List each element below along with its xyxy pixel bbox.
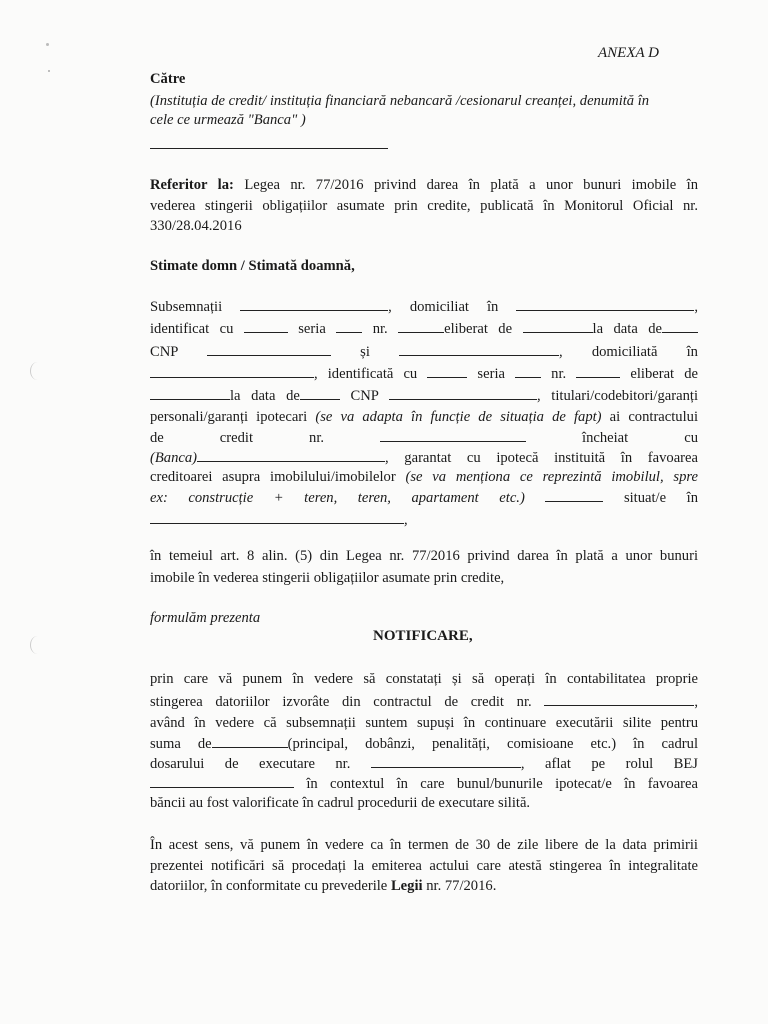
second-issue-date-field[interactable] xyxy=(300,386,340,400)
id-series-field[interactable] xyxy=(336,319,362,333)
recipient-desc-line1: (Instituția de credit/ instituția financiară nebancară /cesionarul creanței, denumită în xyxy=(150,93,650,109)
contract-no-field[interactable] xyxy=(544,692,694,706)
notice-line-3: având în vedere că subsemnații suntem supuși în continuare executării silite pentru xyxy=(150,715,698,731)
closing-line-1: În acest sens, vă punem în vedere ca în termen de 30 de zile libere de la data primirii xyxy=(150,837,698,853)
text: și xyxy=(360,344,370,360)
property-type-field[interactable] xyxy=(545,488,603,502)
notice-line-1: prin care vă punem în vedere să constatați și să operați în contabilitatea proprie xyxy=(150,671,698,687)
body-line-8 xyxy=(150,448,698,467)
text: nr. 77/2016. xyxy=(426,878,497,894)
text: , xyxy=(520,756,525,772)
second-person-field[interactable] xyxy=(399,342,559,356)
id-number-field[interactable] xyxy=(398,319,444,333)
second-cnp-field[interactable] xyxy=(389,386,537,400)
text: , identificată cu xyxy=(314,366,418,382)
text: , garantat cu ipotecă instituită în favoarea xyxy=(385,450,698,466)
body-line-3 xyxy=(150,342,698,361)
text: încheiat xyxy=(582,430,629,446)
body-line-4 xyxy=(150,364,698,383)
scan-speck xyxy=(48,70,50,72)
text: nr. xyxy=(551,366,567,382)
body-line-10 xyxy=(150,488,698,507)
closing-line-2: prezentei notificări să procedați la emiterea actului care atestă stingerea în integralitate xyxy=(150,858,698,874)
cnp-field[interactable] xyxy=(207,342,331,356)
body-line-2 xyxy=(150,319,698,338)
notification-heading: NOTIFICARE, xyxy=(373,628,473,644)
punch-hole-mark xyxy=(30,362,45,380)
text: CNP xyxy=(150,344,178,360)
text: dosarului de executare nr. xyxy=(150,756,351,772)
text: CNP xyxy=(350,388,379,404)
text: situat/e xyxy=(623,490,667,506)
second-issued-by-field[interactable] xyxy=(150,386,230,400)
reference-line-2: vederea stingerii obligațiilor asumate prin credite, publicată în Monitorul Oficial nr. xyxy=(150,198,698,214)
reference-label: Referitor la: xyxy=(150,177,234,193)
text: stingerea datoriilor izvorâte din contractul de credit nr. xyxy=(150,694,532,710)
formulate-text: formulăm prezenta xyxy=(150,610,261,626)
notice-line-2 xyxy=(150,692,698,711)
text: credit xyxy=(219,430,254,446)
address-field[interactable] xyxy=(516,297,694,311)
recipient-desc-line2: cele ce urmează "Banca" ) xyxy=(150,112,306,128)
text: nr. xyxy=(372,321,388,337)
text: , titulari/codebitori/garanți xyxy=(537,388,698,404)
text: eliberat de xyxy=(444,321,513,337)
text: nr. xyxy=(309,430,325,446)
recipient-title: Către xyxy=(150,71,186,87)
text: aflat pe rolul BEJ xyxy=(544,756,698,772)
text: (Banca) xyxy=(150,450,198,466)
reference-line-1 xyxy=(150,176,698,194)
bank-name-field[interactable] xyxy=(197,448,385,462)
text: (se va adapta în funcție de situația de fapt) xyxy=(315,409,602,425)
bej-name-field[interactable] xyxy=(150,774,294,788)
issued-by-field[interactable] xyxy=(523,319,593,333)
text: domiciliată xyxy=(591,344,658,360)
text: de xyxy=(150,430,164,446)
issue-date-field[interactable] xyxy=(662,319,698,333)
recipient-description-2 xyxy=(150,111,698,129)
annex-label: ANEXA D xyxy=(598,45,659,61)
notice-line-5 xyxy=(150,754,698,773)
text: , xyxy=(559,344,563,360)
text: la data de xyxy=(230,388,300,404)
body-line-6 xyxy=(150,408,698,426)
body-line-7 xyxy=(150,428,698,447)
text: , xyxy=(404,512,408,528)
second-id-number-field[interactable] xyxy=(576,364,620,378)
property-location-field[interactable] xyxy=(150,510,404,524)
text: seria xyxy=(298,321,326,337)
text: cu xyxy=(684,430,698,446)
name-field[interactable] xyxy=(240,297,388,311)
reference-line-3: 330/28.04.2016 xyxy=(150,218,242,234)
text: , domiciliat în xyxy=(388,299,499,315)
text: identificat cu xyxy=(150,321,234,337)
text: seria xyxy=(477,366,505,382)
notice-line-4 xyxy=(150,734,698,753)
text: suma de xyxy=(150,736,212,752)
body-line-11 xyxy=(150,510,698,529)
second-id-type-field[interactable] xyxy=(427,364,467,378)
legal-basis-line-1: în temeiul art. 8 alin. (5) din Legea nr. 77/2016 privind darea în plată a unor bunuri xyxy=(150,548,698,564)
text: în xyxy=(686,344,698,360)
body-line-9 xyxy=(150,468,698,486)
contract-number-field[interactable] xyxy=(380,428,526,442)
salutation: Stimate domn / Stimată doamnă, xyxy=(150,258,355,274)
reference-text: Legea nr. 77/2016 privind darea în plată a unor bunuri imobile în xyxy=(244,177,699,193)
notice-line-7: băncii au fost valorificate în cadrul procedurii de executare silită. xyxy=(150,795,531,811)
text: Subsemnații xyxy=(150,299,223,315)
text: în cadrul xyxy=(633,736,699,752)
text: ex: construcție + teren, teren, apartament etc.) xyxy=(150,490,525,506)
legal-basis-line-2: imobile în vederea stingerii obligațiilor asumate prin credite, xyxy=(150,570,505,586)
text: personali/garanți ipotecari xyxy=(150,409,308,425)
text: ai contractului xyxy=(609,409,699,425)
punch-hole-mark xyxy=(30,636,45,654)
scan-speck xyxy=(46,43,49,46)
text: la data de xyxy=(592,321,663,337)
text: eliberat de xyxy=(630,366,698,382)
text: datoriilor, în conformitate cu prevederile xyxy=(150,878,388,894)
notice-line-6 xyxy=(150,774,698,793)
second-id-series-field[interactable] xyxy=(515,364,541,378)
recipient-description xyxy=(150,92,698,110)
text: în xyxy=(686,490,699,506)
text: , xyxy=(694,694,698,710)
text: Legii xyxy=(390,878,423,894)
text: (se va menționa ce reprezintă imobilul, spre xyxy=(405,469,699,485)
text: creditoarei asupra imobilului/imobilelor xyxy=(150,469,396,485)
id-type-field[interactable] xyxy=(244,319,288,333)
closing-line-3 xyxy=(150,877,698,895)
second-address-field[interactable] xyxy=(150,364,314,378)
text: în contextul în care bunul/bunurile ipotecat/e în favoarea xyxy=(306,776,698,792)
recipient-name-field[interactable] xyxy=(150,131,388,149)
body-line-1 xyxy=(150,297,698,316)
body-line-5 xyxy=(150,386,698,405)
amount-field[interactable] xyxy=(212,734,288,748)
text: , xyxy=(694,299,698,315)
text: (principal, dobânzi, penalități, comisioane etc.) xyxy=(287,736,617,752)
enforcement-file-field[interactable] xyxy=(371,754,521,768)
